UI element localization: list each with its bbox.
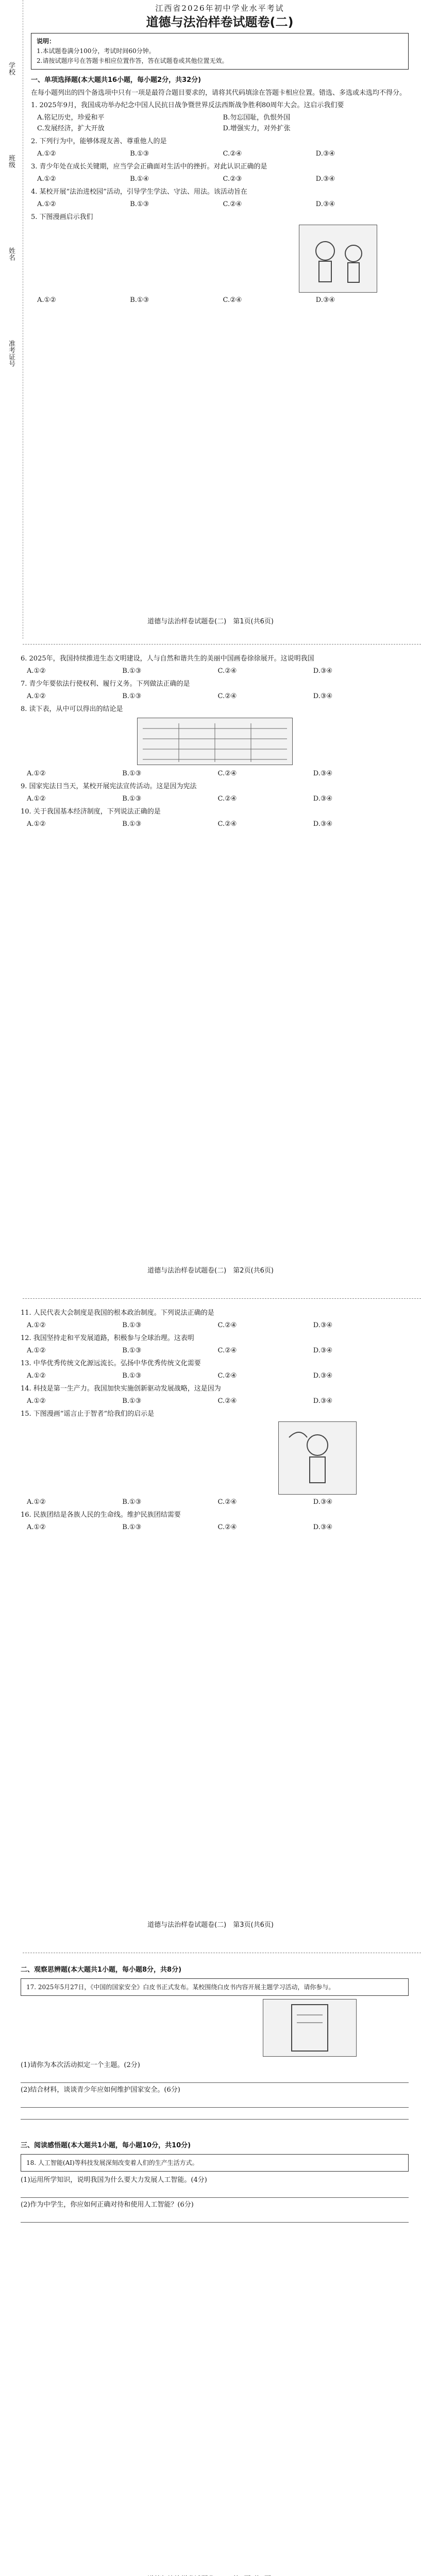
answer-line[interactable] bbox=[21, 2097, 409, 2108]
question-stem: 18. 人工智能(AI)等科技发展深刻改变着人们的生产生活方式。 bbox=[26, 2159, 198, 2166]
option[interactable]: B.勿忘国耻，仇恨外国 bbox=[223, 114, 291, 122]
option[interactable]: D.③④ bbox=[313, 1397, 333, 1405]
page-divider bbox=[23, 644, 421, 645]
option[interactable]: A.①② bbox=[27, 1523, 46, 1531]
option[interactable]: C.②④ bbox=[223, 200, 242, 208]
option[interactable]: D.③④ bbox=[313, 820, 333, 828]
question-stem: 14. 科技是第一生产力。我国加快实施创新驱动发展战略，这是因为 bbox=[21, 1385, 221, 1393]
question-block bbox=[31, 136, 409, 159]
option[interactable]: B.①③ bbox=[122, 820, 142, 828]
question-options bbox=[27, 819, 409, 829]
question-stem: 6. 2025年，我国持续推进生态文明建设，人与自然和谐共生的美丽中国画卷徐徐展开。这说明我国 bbox=[21, 655, 314, 663]
option[interactable]: B.①③ bbox=[122, 1498, 142, 1506]
page-4-content bbox=[21, 1960, 409, 2224]
cartoon-illustration-icon bbox=[299, 225, 377, 292]
question-block bbox=[31, 212, 409, 306]
option[interactable]: B.①③ bbox=[122, 1397, 142, 1405]
binding-label-name: 姓名 bbox=[7, 247, 15, 261]
question-stem: 7. 青少年要依法行使权利、履行义务。下列做法正确的是 bbox=[21, 680, 190, 688]
option[interactable]: B.①③ bbox=[122, 1347, 142, 1354]
answer-line[interactable] bbox=[21, 2109, 409, 2120]
section-heading: 三、阅读感悟题(本大题共1小题，每小题10分，共10分) bbox=[21, 2142, 191, 2149]
question-block bbox=[21, 1510, 409, 1533]
question-stem: 11. 人民代表大会制度是我国的根本政治制度。下列说法正确的是 bbox=[21, 1309, 214, 1317]
question-options bbox=[27, 1522, 409, 1533]
option[interactable]: C.②④ bbox=[217, 1372, 237, 1380]
section-heading: 二、观察思辨题(本大题共1小题，每小题8分，共8分) bbox=[21, 1966, 182, 1974]
option[interactable]: C.②④ bbox=[217, 667, 237, 675]
option[interactable]: C.②④ bbox=[217, 820, 237, 828]
page-footer bbox=[0, 2573, 421, 2576]
question-stem: 1. 2025年9月，我国成功举办纪念中国人民抗日战争暨世界反法西斯战争胜利80周年大会。这启示我们要 bbox=[31, 101, 344, 109]
exam-sheet-page-3 bbox=[0, 1306, 421, 1945]
cartoon-image bbox=[299, 225, 377, 293]
question-options bbox=[27, 768, 409, 779]
table-graphic-icon bbox=[138, 718, 292, 765]
option[interactable]: B.①③ bbox=[122, 1372, 142, 1380]
option[interactable]: A.①② bbox=[37, 150, 56, 158]
option[interactable]: D.③④ bbox=[315, 150, 335, 158]
option[interactable]: B.①③ bbox=[122, 795, 142, 803]
option[interactable]: D.③④ bbox=[313, 667, 333, 675]
question-block bbox=[21, 1383, 409, 1406]
question-block bbox=[31, 161, 409, 184]
question-stem: 15. 下图漫画“谣言止于智者”给我们的启示是 bbox=[21, 1410, 155, 1418]
question-stem: 12. 我国坚持走和平发展道路，积极参与全球治理。这表明 bbox=[21, 1334, 194, 1342]
option[interactable]: D.③④ bbox=[315, 296, 335, 304]
option[interactable]: B.①③ bbox=[122, 692, 142, 700]
exam-header: 江西省2026年初中学业水平考试 bbox=[155, 4, 284, 13]
option[interactable]: A.①② bbox=[27, 820, 46, 828]
question-options bbox=[37, 148, 409, 159]
question-options bbox=[27, 1320, 409, 1331]
option[interactable]: D.③④ bbox=[313, 1321, 333, 1329]
option[interactable]: A.①② bbox=[27, 692, 46, 700]
option[interactable]: A.①② bbox=[27, 1321, 46, 1329]
material-image bbox=[263, 1999, 357, 2057]
option[interactable]: A.①② bbox=[27, 1397, 46, 1405]
option[interactable]: A.①② bbox=[27, 1372, 46, 1380]
option[interactable]: B.①③ bbox=[122, 1321, 142, 1329]
option[interactable]: D.③④ bbox=[313, 770, 333, 777]
question-block bbox=[21, 1409, 409, 1507]
page-footer: 道德与法治样卷试题卷(二) 第3页(共6页) bbox=[147, 1921, 274, 1929]
question-stem: 3. 青少年处在成长关键期，应当学会正确面对生活中的挫折。对此认识正确的是 bbox=[31, 163, 267, 171]
option[interactable]: B.①③ bbox=[130, 296, 149, 304]
option[interactable]: C.②④ bbox=[223, 296, 242, 304]
option[interactable]: D.③④ bbox=[313, 795, 333, 803]
section-heading: 一、单项选择题(本大题共16小题，每小题2分，共32分) bbox=[31, 76, 201, 84]
question-block bbox=[21, 653, 409, 676]
option[interactable]: B.①③ bbox=[130, 150, 149, 158]
cartoon-image bbox=[278, 1421, 357, 1495]
question-stem: 4. 某校开展“法治进校园”活动，引导学生学法、守法、用法。该活动旨在 bbox=[31, 188, 247, 196]
page-3-content bbox=[21, 1306, 409, 1535]
notice-title: 说明： bbox=[37, 38, 56, 45]
option[interactable]: D.③④ bbox=[313, 1347, 333, 1354]
data-table-image bbox=[137, 718, 293, 765]
question-block bbox=[31, 187, 409, 210]
question-block bbox=[31, 100, 409, 134]
question-block bbox=[21, 1333, 409, 1356]
option[interactable]: A.①② bbox=[37, 200, 56, 208]
option[interactable]: D.③④ bbox=[313, 1523, 333, 1531]
option[interactable]: D.增强实力，对外扩张 bbox=[223, 125, 291, 132]
question-block bbox=[21, 1308, 409, 1331]
option[interactable]: A.①② bbox=[27, 1347, 46, 1354]
option[interactable]: D.③④ bbox=[313, 1498, 333, 1506]
option[interactable]: B.①③ bbox=[130, 200, 149, 208]
question-part: (1)请你为本次活动拟定一个主题。(2分) bbox=[21, 2061, 140, 2069]
white-paper-cover-icon bbox=[263, 1999, 356, 2056]
section-intro: 在每小题列出的四个备选项中只有一项是最符合题目要求的，请将其代码填涂在答题卡相应位置。错选、多选或未选均不得分。 bbox=[31, 89, 407, 97]
option[interactable]: C.②④ bbox=[217, 692, 237, 700]
answer-line[interactable] bbox=[21, 2187, 409, 2198]
option[interactable]: C.②④ bbox=[217, 1347, 237, 1354]
option[interactable]: A.①② bbox=[27, 770, 46, 777]
question-options bbox=[37, 112, 409, 134]
option[interactable]: D.③④ bbox=[315, 175, 335, 183]
question-block bbox=[21, 781, 409, 804]
option[interactable]: C.②④ bbox=[217, 770, 237, 777]
question-block bbox=[21, 1358, 409, 1381]
material-box bbox=[21, 1978, 409, 1996]
question-options bbox=[27, 666, 409, 676]
exam-sheet-page-4 bbox=[0, 1960, 421, 2576]
question-stem: 16. 民族团结是各族人民的生命线。维护民族团结需要 bbox=[21, 1511, 181, 1519]
option[interactable]: B.①③ bbox=[122, 770, 142, 777]
binding-margin bbox=[0, 0, 23, 639]
exam-sheet-page-2 bbox=[0, 652, 421, 1291]
option[interactable]: B.①④ bbox=[130, 175, 149, 183]
question-part: (2)结合材料，谈谈青少年应如何维护国家安全。(6分) bbox=[21, 2086, 180, 2094]
question-options bbox=[37, 199, 409, 210]
question-stem: 13. 中华优秀传统文化源远流长。弘扬中华优秀传统文化需要 bbox=[21, 1360, 201, 1367]
page-divider bbox=[23, 1298, 421, 1299]
question-options bbox=[27, 1370, 409, 1381]
option[interactable]: C.②④ bbox=[217, 1498, 237, 1506]
option[interactable]: C.②④ bbox=[223, 150, 242, 158]
option[interactable]: C.②③ bbox=[223, 175, 242, 183]
notice-line: 2.请按试题序号在答题卡相应位置作答，答在试题卷或其他位置无效。 bbox=[37, 57, 228, 64]
question-options bbox=[37, 174, 409, 184]
question-block bbox=[21, 806, 409, 829]
option[interactable]: B.①③ bbox=[122, 667, 142, 675]
answer-line[interactable] bbox=[21, 2212, 409, 2223]
exam-title: 道德与法治样卷试题卷(二) bbox=[146, 15, 294, 29]
question-stem: 8. 读下表，从中可以得出的结论是 bbox=[21, 705, 123, 713]
notice-line: 1.本试题卷满分100分，考试时间60分钟。 bbox=[37, 47, 155, 55]
option[interactable]: C.②④ bbox=[217, 1397, 237, 1405]
question-stem: 17. 2025年5月27日，《中国的国家安全》白皮书正式发布。某校围绕白皮书内容开展主题学习活动，请你参与。 bbox=[26, 1984, 335, 1991]
page-1-content bbox=[31, 0, 409, 308]
question-stem: 10. 关于我国基本经济制度，下列说法正确的是 bbox=[21, 808, 161, 816]
option[interactable]: A.①② bbox=[27, 1498, 46, 1506]
material-box bbox=[21, 2154, 409, 2172]
page-2-content bbox=[21, 652, 409, 832]
question-part: (1)运用所学知识，说明我国为什么要大力发展人工智能。(4分) bbox=[21, 2176, 207, 2184]
question-stem: 2. 下列行为中，能够体现友善、尊重他人的是 bbox=[31, 138, 167, 145]
option[interactable]: C.②④ bbox=[217, 795, 237, 803]
option[interactable]: C.发展经济，扩大开放 bbox=[37, 125, 105, 132]
binding-label-class: 班级 bbox=[7, 155, 15, 168]
question-options bbox=[27, 1345, 409, 1356]
option[interactable]: A.①② bbox=[27, 667, 46, 675]
exam-notice bbox=[31, 33, 409, 70]
question-block bbox=[21, 679, 409, 702]
option[interactable]: A.铭记历史，珍爱和平 bbox=[37, 114, 105, 122]
page-footer: 道德与法治样卷试题卷(二) 第2页(共6页) bbox=[147, 1267, 274, 1275]
cartoon-illustration-icon bbox=[279, 1422, 356, 1494]
question-stem: 5. 下图漫画启示我们 bbox=[31, 213, 93, 221]
binding-label-exam-number: 准考证号 bbox=[7, 340, 15, 367]
answer-line[interactable] bbox=[21, 2072, 409, 2083]
option[interactable]: C.②④ bbox=[217, 1523, 237, 1531]
option[interactable]: D.③④ bbox=[315, 200, 335, 208]
option[interactable]: D.③④ bbox=[313, 1372, 333, 1380]
question-options bbox=[37, 295, 409, 306]
question-stem: 9. 国家宪法日当天，某校开展宪法宣传活动。这是因为宪法 bbox=[21, 783, 197, 790]
binding-label-school: 学校 bbox=[7, 62, 15, 75]
exam-sheet-page-1 bbox=[0, 0, 421, 639]
option[interactable]: A.①② bbox=[37, 296, 56, 304]
option[interactable]: A.①② bbox=[37, 175, 56, 183]
question-options bbox=[27, 793, 409, 804]
question-block bbox=[21, 704, 409, 779]
question-options bbox=[27, 1497, 409, 1507]
question-part: (2)作为中学生，你应如何正确对待和使用人工智能？(6分) bbox=[21, 2201, 194, 2209]
option[interactable]: B.①③ bbox=[122, 1523, 142, 1531]
question-options bbox=[27, 691, 409, 702]
option[interactable]: A.①② bbox=[27, 795, 46, 803]
option[interactable]: C.②④ bbox=[217, 1321, 237, 1329]
page-footer: 道德与法治样卷试题卷(二) 第1页(共6页) bbox=[147, 618, 274, 625]
option[interactable]: D.③④ bbox=[313, 692, 333, 700]
question-options bbox=[27, 1396, 409, 1406]
